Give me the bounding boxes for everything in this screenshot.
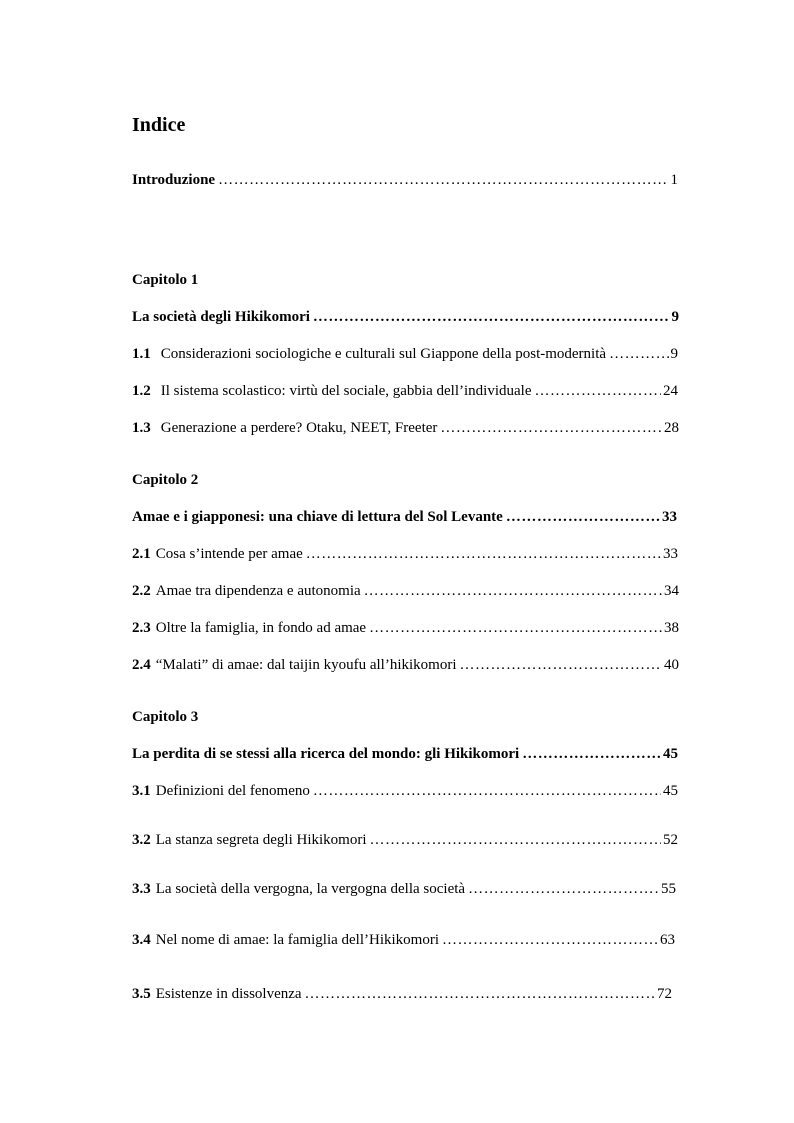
toc-section-number: 1.3 (132, 420, 151, 436)
toc-section-3-4[interactable] (132, 930, 675, 950)
dot-leader (305, 984, 655, 1004)
toc-section-1-2[interactable] (132, 381, 678, 401)
toc-section-3-3[interactable] (132, 879, 676, 899)
toc-page-number: 28 (664, 420, 679, 436)
toc-section-number: 2.4 (132, 657, 151, 673)
toc-chapter-title-1[interactable] (132, 307, 679, 327)
toc-section-2-2[interactable] (132, 581, 679, 601)
toc-entry-label: Esistenze in dissolvenza (155, 986, 302, 1002)
toc-section-number: 3.4 (132, 932, 151, 948)
toc-page-number: 33 (663, 546, 678, 562)
dot-leader (522, 744, 661, 764)
toc-chapter-title-2[interactable] (132, 507, 677, 527)
page-title: Indice (132, 114, 186, 136)
toc-section-3-1[interactable] (132, 781, 678, 801)
toc-page-number: 45 (663, 746, 678, 762)
dot-leader (442, 930, 658, 950)
toc-entry-label: La società degli Hikikomori (132, 309, 310, 325)
toc-entry-label: Introduzione (132, 172, 216, 188)
toc-entry-introduzione[interactable] (132, 170, 678, 190)
toc-page-number: 38 (664, 620, 679, 636)
toc-section-2-4[interactable] (132, 655, 679, 675)
toc-section-number: 2.1 (132, 546, 151, 562)
dot-leader (218, 170, 668, 190)
dot-leader (313, 307, 670, 327)
toc-section-number: 2.3 (132, 620, 151, 636)
toc-chapter-title-3[interactable] (132, 744, 678, 764)
toc-page-number: 72 (657, 986, 672, 1002)
toc-page-number: 1 (670, 172, 678, 188)
toc-section-number: 2.2 (132, 583, 151, 599)
toc-page-number: 33 (662, 509, 677, 525)
toc-entry-label: La società della vergogna, la vergogna della società (155, 881, 466, 897)
toc-section-2-3[interactable] (132, 618, 679, 638)
dot-leader (440, 418, 662, 438)
toc-entry-label: La stanza segreta degli Hikikomori (155, 832, 367, 848)
chapter-heading-3: Capitolo 3 (132, 709, 199, 725)
toc-section-number: 3.1 (132, 783, 151, 799)
dot-leader (369, 618, 662, 638)
toc-page-number: 9 (670, 346, 678, 362)
toc-section-number: 3.3 (132, 881, 151, 897)
dot-leader (364, 581, 662, 601)
dot-leader (468, 879, 659, 899)
dot-leader (306, 544, 661, 564)
toc-section-number: 1.1 (132, 346, 151, 362)
toc-section-number: 3.2 (132, 832, 151, 848)
toc-page-number: 45 (663, 783, 678, 799)
toc-entry-label: “Malati” di amae: dal taijin kyoufu all’hikikomori (155, 657, 457, 673)
toc-section-number: 3.5 (132, 986, 151, 1002)
toc-entry-label: Amae tra dipendenza e autonomia (155, 583, 361, 599)
toc-section-3-2[interactable] (132, 830, 678, 850)
toc-page-number: 24 (663, 383, 678, 399)
dot-leader (313, 781, 661, 801)
toc-entry-label: La perdita di se stessi alla ricerca del mondo: gli Hikikomori (132, 746, 520, 762)
toc-entry-label: Generazione a perdere? Otaku, NEET, Freeter (160, 420, 438, 436)
chapter-heading-1: Capitolo 1 (132, 272, 199, 288)
dot-leader (370, 830, 661, 850)
toc-page-number: 52 (663, 832, 678, 848)
toc-entry-label: Oltre la famiglia, in fondo ad amae (155, 620, 367, 636)
toc-page-number: 34 (664, 583, 679, 599)
toc-section-3-5[interactable] (132, 984, 672, 1004)
toc-entry-label: Amae e i giapponesi: una chiave di lettura del Sol Levante (132, 509, 503, 525)
toc-page-number: 63 (660, 932, 675, 948)
dot-leader (534, 381, 661, 401)
toc-page-number: 55 (661, 881, 676, 897)
toc-entry-label: Nel nome di amae: la famiglia dell’Hikikomori (155, 932, 439, 948)
toc-page-number: 9 (671, 309, 679, 325)
toc-section-number: 1.2 (132, 383, 151, 399)
toc-section-1-1[interactable] (132, 344, 678, 364)
toc-page-number: 40 (664, 657, 679, 673)
chapter-heading-2: Capitolo 2 (132, 472, 199, 488)
toc-entry-label: Considerazioni sociologiche e culturali sul Giappone della post-modernità (160, 346, 607, 362)
dot-leader (506, 507, 660, 527)
toc-entry-label: Il sistema scolastico: virtù del sociale, gabbia dell’individuale (160, 383, 532, 399)
toc-entry-label: Definizioni del fenomeno (155, 783, 310, 799)
dot-leader (609, 344, 668, 364)
toc-section-1-3[interactable] (132, 418, 679, 438)
dot-leader (460, 655, 663, 675)
toc-section-2-1[interactable] (132, 544, 678, 564)
toc-entry-label: Cosa s’intende per amae (155, 546, 303, 562)
